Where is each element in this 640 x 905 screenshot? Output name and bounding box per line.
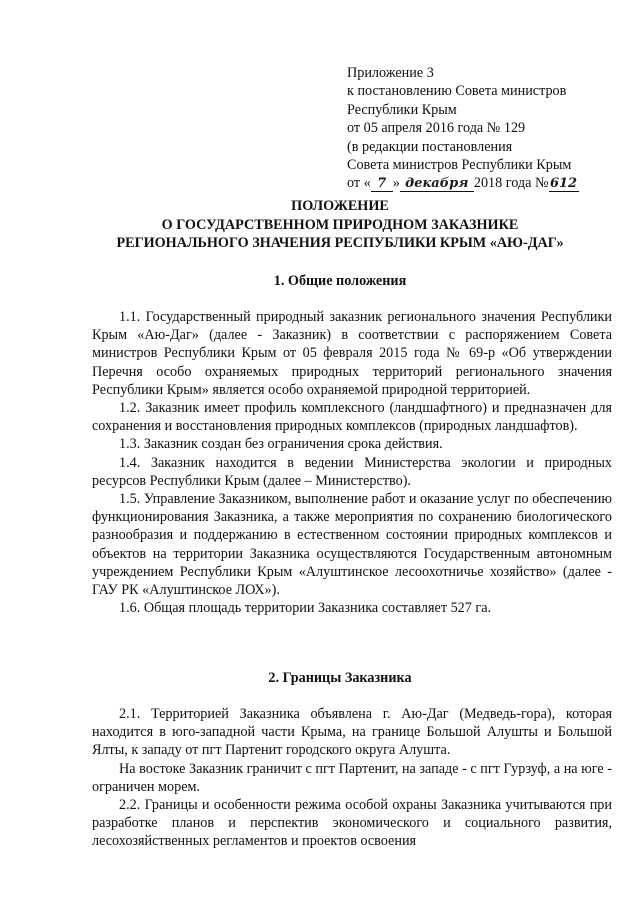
handwritten-number: 612 <box>549 176 578 192</box>
section-heading: 1. Общие положения <box>273 273 407 289</box>
paragraph: На востоке Заказник граничит с пгт Партенит, на западе - с пгт Гурзуф, а на юге - ограничен морем. <box>92 760 612 795</box>
paragraph: 2.1. Территорией Заказника объявлена г. Аю-Даг (Медведь-гора), которая находится в юго-западной части Крыма, на границе Большой Алушты и Большой Ялты, к западу от пгт Партенит городского округа Алушта. <box>92 706 612 759</box>
section-body <box>92 705 612 851</box>
section-body <box>92 308 612 617</box>
appendix-line: (в редакции постановления <box>347 138 513 155</box>
appendix-line: от 05 апреля 2016 года № 129 <box>347 120 526 137</box>
appendix-line: Совета министров Республики Крым <box>347 157 572 174</box>
title-line: О ГОСУДАРСТВЕННОМ ПРИРОДНОМ ЗАКАЗНИКЕ <box>161 216 519 233</box>
date-year: 2018 года № <box>473 175 549 192</box>
date-prefix: от « <box>347 175 371 192</box>
handwritten-month: декабря <box>400 177 474 192</box>
appendix-line: Республики Крым <box>347 101 457 118</box>
date-separator: » <box>392 175 400 192</box>
title-line: РЕГИОНАЛЬНОГО ЗНАЧЕНИЯ РЕСПУБЛИКИ КРЫМ «АЮ-ДАГ» <box>116 235 564 251</box>
paragraph: 2.2. Границы и особенности режима особой охраны Заказника учитываются при разработке планов и перспектив экономического и социального развития, лесохозяйственных регламентов и проектов освоения <box>92 797 612 850</box>
title-line: ПОЛОЖЕНИЕ <box>291 198 389 214</box>
paragraph: 1.4. Заказник находится в ведении Министерства экологии и природных ресурсов Республики Крым (далее – Министерство). <box>92 454 612 489</box>
paragraph: 1.6. Общая площадь территории Заказника составляет 527 га. <box>119 600 492 617</box>
paragraph: 1.5. Управление Заказником, выполнение работ и оказание услуг по обеспечению функционирования Заказника, а также мероприятия по сохранению биологического разнообразия и поддержанию в естественном состоянии природных комплексов и объектов на территории Заказника осуществляются Государственным автономным учреждением Республики Крым «Алуштинское лесоохотничье хозяйство» (далее - ГАУ РК «Алуштинское ЛОХ»). <box>92 491 612 599</box>
section-heading: 2. Границы Заказника <box>268 670 412 686</box>
appendix-header <box>347 64 617 193</box>
document-title <box>60 197 620 253</box>
appendix-date-line <box>347 174 617 192</box>
paragraph: 1.1. Государственный природный заказник регионального значения Республики Крым «Аю-Даг» (далее - Заказник) в соответствии с распоряжением Совета министров Республики Крым от 05 февраля 2015 года № 69-р «Об утверждении Перечня особо охраняемых природных территорий регионального значения Республики Крым» является особо охраняемой природной территорией. <box>92 309 612 398</box>
appendix-line: к постановлению Совета министров <box>347 83 567 100</box>
appendix-line: Приложение 3 <box>347 65 434 81</box>
handwritten-day: 7 <box>371 177 393 192</box>
paragraph: 1.3. Заказник создан без ограничения срока действия. <box>119 436 443 453</box>
paragraph: 1.2. Заказник имеет профиль комплексного (ландшафтного) и предназначен для сохранения и восстановления природных комплексов (природных ландшафтов). <box>92 400 612 435</box>
